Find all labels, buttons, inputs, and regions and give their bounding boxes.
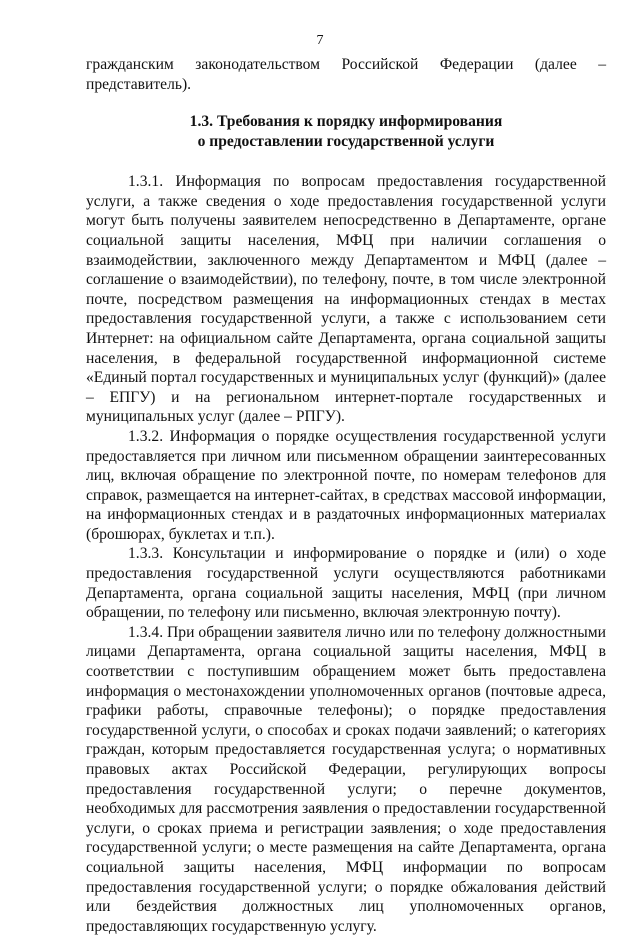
section-heading-line-1: 1.3. Требования к порядку информирования xyxy=(189,113,503,131)
paragraph-1-3-4: 1.3.4. При обращении заявителя лично или по телефону должностными лицами Департамента, органа социальной защиты населения, МФЦ в соответствии с поступившим обращением может быть предоставлена информация о местонахождении уполномоченных органов (почтовые адреса, графики работы, справочные телефоны); о порядке предоставления государственной услуги, о способах и сроках подачи заявлений; о категориях граждан, которым предоставляется государственная услуга; о нормативных правовых актах Российской Федерации, регулирующих вопросы предоставления государственной услуги; о перечне документов, необходимых для рассмотрения заявления о предоставлении государственной услуги, о сроках приема и регистрации заявления; о ходе предоставления государственной услуги; о месте размещения на сайте Департамента, органа социальной защиты населения, МФЦ информации по вопросам предоставления государственной услуги; о порядке обжалования действий или бездействия должностных лиц уполномоченных органов, предоставляющих государственную услугу. xyxy=(86,623,606,935)
section-heading xyxy=(86,112,606,152)
paragraph-1-3-2: 1.3.2. Информация о порядке осуществления государственной услуги предоставляется при личном или письменном обращении заинтересованных лиц, включая обращение по электронной почте, по номерам телефонов для справок, размещается на интернет-сайтах, в средствах массовой информации, на информационных стендах и в раздаточных информационных материалах (брошюрах, буклетах и т.п.). xyxy=(86,427,606,543)
page-number: 7 xyxy=(316,33,324,48)
document-body xyxy=(86,55,606,936)
intro-paragraph: гражданским законодательством Российской Федерации (далее – представитель). xyxy=(86,56,606,93)
paragraph-1-3-3: 1.3.3. Консультации и информирование о порядке и (или) о ходе предоставления государственной услуги осуществляются работниками Департамента, органа социальной защиты населения, МФЦ (при личном обращении, по телефону или письменно, включая электронную почту). xyxy=(86,545,606,622)
paragraph-1-3-1: 1.3.1. Информация по вопросам предоставления государственной услуги, а также сведения о ходе предоставления государственной услуги могут быть получены заявителем непосредственно в Департаменте, органе социальной защиты населения, МФЦ при наличии соглашения о взаимодействии, заключенного между Департаментом и МФЦ (далее – соглашение о взаимодействии), по телефону, почте, в том числе электронной почте, посредством размещения на информационных стендах в местах предоставления государственной услуги, а также с использованием сети Интернет: на официальном сайте Департамента, органа социальной защиты населения, в федеральной государственной информационной системе «Единый портал государственных и муниципальных услуг (функций)» (далее – ЕПГУ) и на региональном интернет-портале государственных и муниципальных услуг (далее – РПГУ). xyxy=(86,173,606,426)
section-heading-line-2: о предоставлении государственной услуги xyxy=(197,133,495,151)
